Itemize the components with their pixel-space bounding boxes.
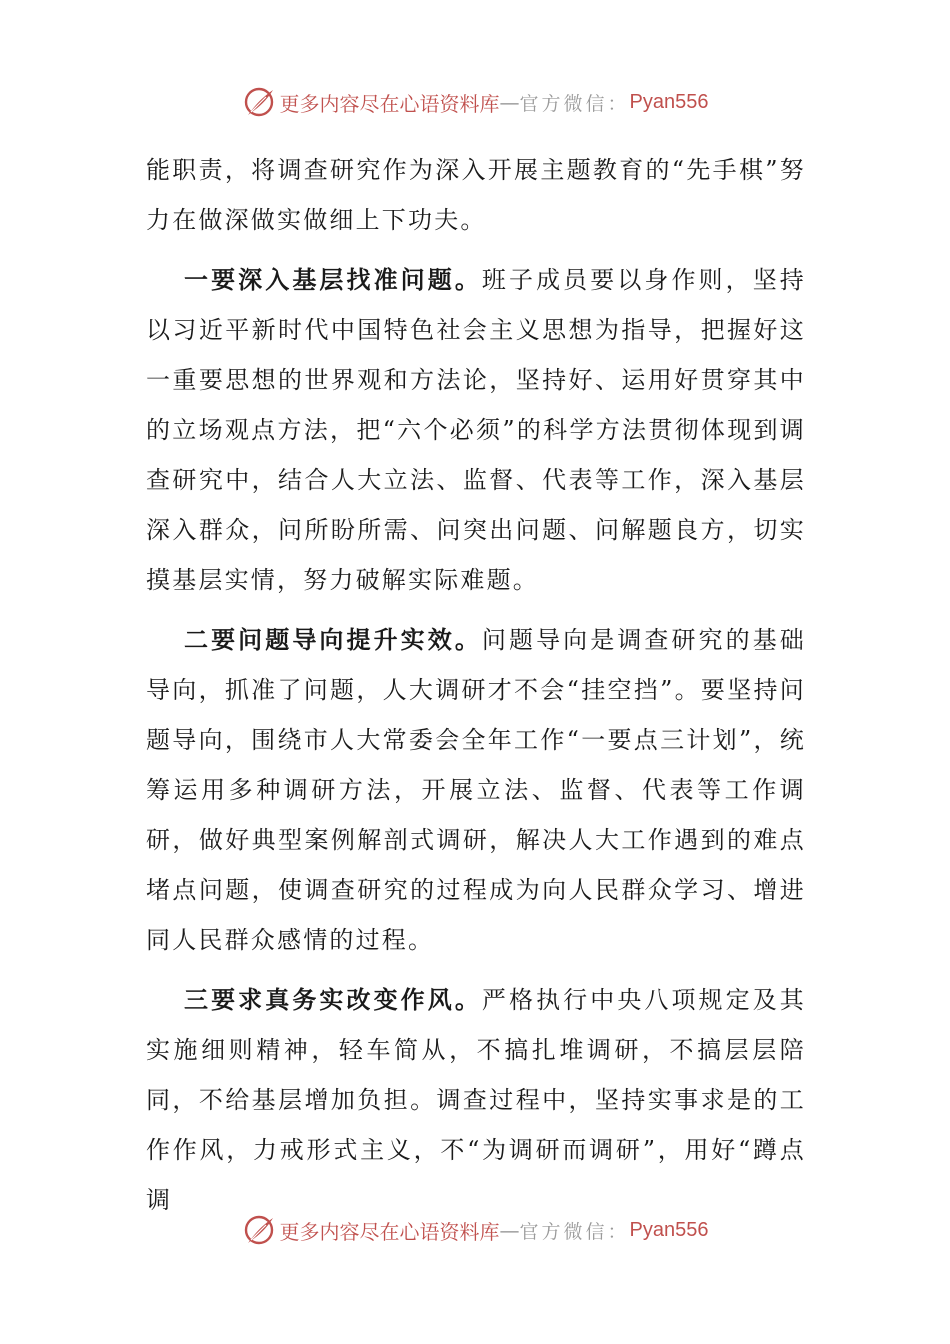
footer-banner — [0, 1210, 950, 1250]
header-banner — [0, 82, 950, 122]
banner-dash: — — [499, 90, 520, 114]
paragraph-section-2 — [146, 615, 806, 965]
banner-wechat-id: Pyan556 — [629, 90, 709, 113]
paragraph-section-3 — [146, 975, 806, 1225]
paragraph-body: 能职责，将调查研究作为深入开展主题教育的“先手棋”努力在做深做实做细上下功夫。 — [146, 156, 806, 234]
paragraph-body: 严格执行中央八项规定及其实施细则精神，轻车简从，不搞扎堆调研，不搞层层陪同，不给基层增加负担。调查过程中，坚持实事求是的工作作风，力戒形式主义，不“为调研而调研”，用好“蹲点调 — [146, 986, 807, 1214]
banner-text: 更多内容尽在心语资料库 — [279, 91, 500, 116]
paragraph-continuation — [146, 145, 806, 245]
banner-dash: — — [499, 1218, 520, 1242]
quill-pen-icon — [242, 85, 276, 119]
banner-wechat-label: 官方微信： — [519, 1220, 630, 1243]
quill-pen-icon — [242, 1213, 276, 1247]
paragraph-heading: 二要问题导向提升实效。 — [184, 625, 482, 654]
paragraph-heading: 一要深入基层找准问题。 — [184, 265, 482, 294]
paragraph-body: 班子成员要以身作则，坚持以习近平新时代中国特色社会主义思想为指导，把握好这一重要思想的世界观和方法论，坚持好、运用好贯穿其中的立场观点方法，把“六个必须”的科学方法贯彻体现到调查研究中，结合人大立法、监督、代表等工作，深入基层深入群众，问所盼所需、问突出问题、问解题良方，切实摸基层实情，努力破解实际难题。 — [146, 266, 807, 594]
paragraph-heading: 三要求真务实改变作风。 — [184, 985, 482, 1014]
banner-text: 更多内容尽在心语资料库 — [279, 1219, 500, 1244]
paragraph-section-1 — [146, 255, 806, 605]
banner-wechat-label: 官方微信： — [519, 92, 630, 115]
document-body — [146, 145, 806, 1235]
banner-wechat-id: Pyan556 — [629, 1218, 709, 1241]
paragraph-body: 问题导向是调查研究的基础导向，抓准了问题，人大调研才不会“挂空挡”。要坚持问题导向，围绕市人大常委会全年工作“一要点三计划”，统筹运用多种调研方法，开展立法、监督、代表等工作调研，做好典型案例解剖式调研，解决人大工作遇到的难点堵点问题，使调查研究的过程成为向人民群众学习、增进同人民群众感情的过程。 — [146, 626, 807, 954]
